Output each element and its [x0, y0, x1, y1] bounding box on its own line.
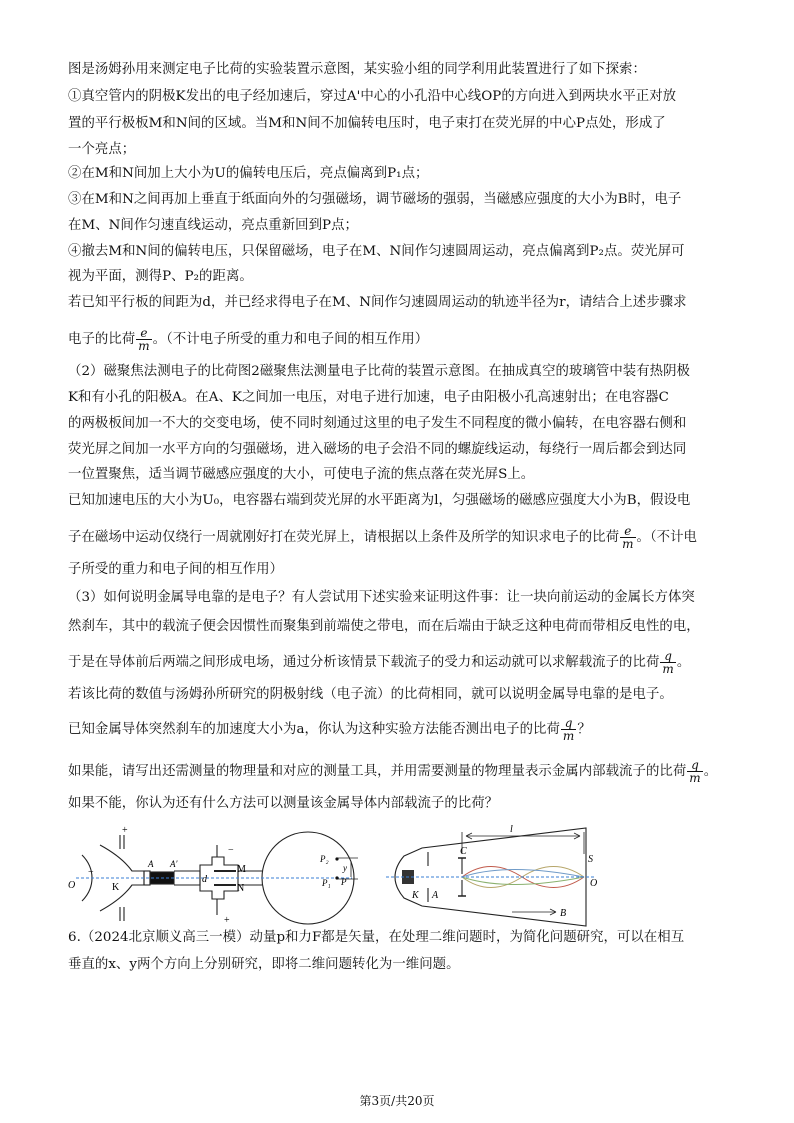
text-line: 子所受的重力和电子间的相互作用） — [68, 562, 284, 577]
fraction-q-over-m: $\frac{q}{m}$ — [662, 649, 674, 676]
svg-text:+: + — [122, 825, 128, 836]
text-span: 电子的比荷 — [68, 332, 136, 347]
svg-text:K: K — [412, 890, 419, 901]
svg-text:A: A — [432, 890, 439, 901]
svg-text:y: y — [343, 863, 347, 873]
text-span: 。 — [676, 655, 691, 670]
svg-text:−: − — [88, 867, 94, 878]
text-line: K和有小孔的阳极A。在A、K之间加一电压，对电子进行加速，电子由阳极小孔高速射出；在电容器C — [68, 390, 669, 405]
text-line — [68, 525, 697, 550]
text-line — [68, 759, 717, 784]
thomson-apparatus-figure — [62, 825, 362, 925]
fraction-q-over-m: $\frac{q}{m}$ — [689, 758, 701, 785]
page-footer: 第3页/共20页 — [359, 1094, 435, 1108]
text-line: 荧光屏之间加一水平方向的匀强磁场，进入磁场的电子会沿不同的螺旋线运动，每绕行一周后都会到达同 — [68, 442, 687, 457]
svg-text:−: − — [228, 845, 234, 856]
fraction-e-over-m: $\frac{e}{m}$ — [622, 524, 634, 551]
svg-text:d: d — [202, 874, 207, 885]
svg-text:N: N — [237, 883, 245, 894]
text-line: 6.（2024北京顺义高三一模）动量p和力F都是矢量，在处理二维问题时，为简化问题研究，可以在相互 — [68, 930, 685, 945]
text-line: （3）如何说明金属导电靠的是电子？有人尝试用下述实验来证明这件事：让一块向前运动的金属长方体突 — [68, 590, 695, 605]
svg-text:P₁: P₁ — [322, 878, 331, 888]
svg-text:C: C — [460, 846, 467, 857]
text-line: ①真空管内的阴极K发出的电子经加速后，穿过A'中心的小孔沿中心线OP的方向进入到两块水平正对放 — [68, 89, 677, 104]
text-line: 的两极板间加一不大的交变电场，使不同时刻通过这里的电子发生不同程度的微小偏转，在电容器右侧和 — [68, 416, 687, 431]
svg-text:S: S — [588, 854, 593, 865]
text-line: 一位置聚焦，适当调节磁感应强度的大小，可使电子流的焦点落在荧光屏S上。 — [68, 467, 535, 482]
text-line: （2）磁聚焦法测电子的比荷图2磁聚焦法测量电子比荷的装置示意图。在抽成真空的玻璃管中装有热阴极 — [68, 364, 690, 379]
text-line — [68, 650, 690, 675]
text-span: 已知金属导体突然刹车的加速度大小为a，你认为这种实验方法能否测出电子的比荷 — [68, 722, 560, 737]
text-line: 一个亮点； — [68, 142, 136, 157]
text-span: ？ — [577, 722, 591, 737]
text-span: 于是在导体前后两端之间形成电场，通过分析该情景下载流子的受力和运动就可以求解载流子的比荷 — [68, 655, 660, 670]
text-line: 置的平行极板M和N间的区域。当M和N间不加偏转电压时，电子束打在荧光屏的中心P点处，形成了 — [68, 116, 666, 131]
svg-text:O: O — [68, 880, 76, 891]
text-span: 。 — [703, 764, 718, 779]
text-line: 在M、N间作匀速直线运动，亮点重新回到P点； — [68, 218, 358, 233]
magnetic-focusing-figure — [372, 818, 612, 928]
svg-text:A: A — [148, 859, 154, 869]
text-line: 若该比荷的数值与汤姆孙所研究的阴极射线（电子流）的比荷相同，就可以说明金属导电靠的是电子。 — [68, 687, 673, 702]
fraction-e-over-m: $\frac{e}{m}$ — [138, 326, 150, 353]
text-line: 若已知平行板的间距为d，并已经求得电子在M、N间作匀速圆周运动的轨迹半径为r，请结合上述步骤求 — [68, 295, 687, 310]
text-line: 视为平面，测得P、P₂的距离。 — [68, 269, 253, 284]
svg-text:+: + — [224, 915, 230, 925]
text-line — [68, 717, 591, 742]
text-line: 然刹车，其中的载流子便会因惯性而聚集到前端使之带电，而在后端由于缺乏这种电荷而带相反电性的电， — [68, 619, 700, 634]
text-span: 。（不计电 — [636, 530, 698, 545]
svg-text:P: P — [341, 877, 347, 887]
svg-text:K: K — [112, 882, 120, 893]
text-line: 如果不能，你认为还有什么方法可以测量该金属导体内部载流子的比荷？ — [68, 796, 499, 811]
svg-text:P₂: P₂ — [320, 854, 329, 864]
text-line: 图是汤姆孙用来测定电子比荷的实验装置示意图，某实验小组的同学利用此装置进行了如下探索： — [68, 62, 646, 77]
text-span: 。（不计电子所受的重力和电子间的相互作用） — [152, 332, 429, 347]
text-line: ②在M和N间加上大小为U的偏转电压后，亮点偏离到P₁点； — [68, 166, 429, 181]
svg-text:O: O — [590, 878, 598, 889]
text-line: 已知加速电压的大小为U₀，电容器右端到荧光屏的水平距离为l，匀强磁场的磁感应强度大小为B，假设电 — [68, 493, 691, 508]
text-line: ④撤去M和N间的偏转电压，只保留磁场，电子在M、N间作匀速圆周运动，亮点偏离到P₂点。荧光屏可 — [68, 244, 685, 259]
svg-text:l: l — [510, 824, 513, 835]
fraction-q-over-m: $\frac{q}{m}$ — [562, 716, 575, 743]
svg-text:B: B — [560, 908, 567, 919]
text-span: 子在磁场中运动仅绕行一周就刚好打在荧光屏上，请根据以上条件及所学的知识求电子的比荷 — [68, 530, 620, 545]
text-line — [68, 327, 428, 352]
text-line: 垂直的x、y两个方向上分别研究，即将二维问题转化为一维问题。 — [68, 957, 460, 972]
svg-text:A′: A′ — [170, 859, 178, 869]
svg-text:M: M — [237, 864, 246, 875]
text-line: ③在M和N之间再加上垂直于纸面向外的匀强磁场，调节磁场的强弱，当磁感应强度的大小为B时，电子 — [68, 192, 682, 207]
text-span: 如果能，请写出还需测量的物理量和对应的测量工具，并用需要测量的物理量表示金属内部载流子的比荷 — [68, 764, 687, 779]
